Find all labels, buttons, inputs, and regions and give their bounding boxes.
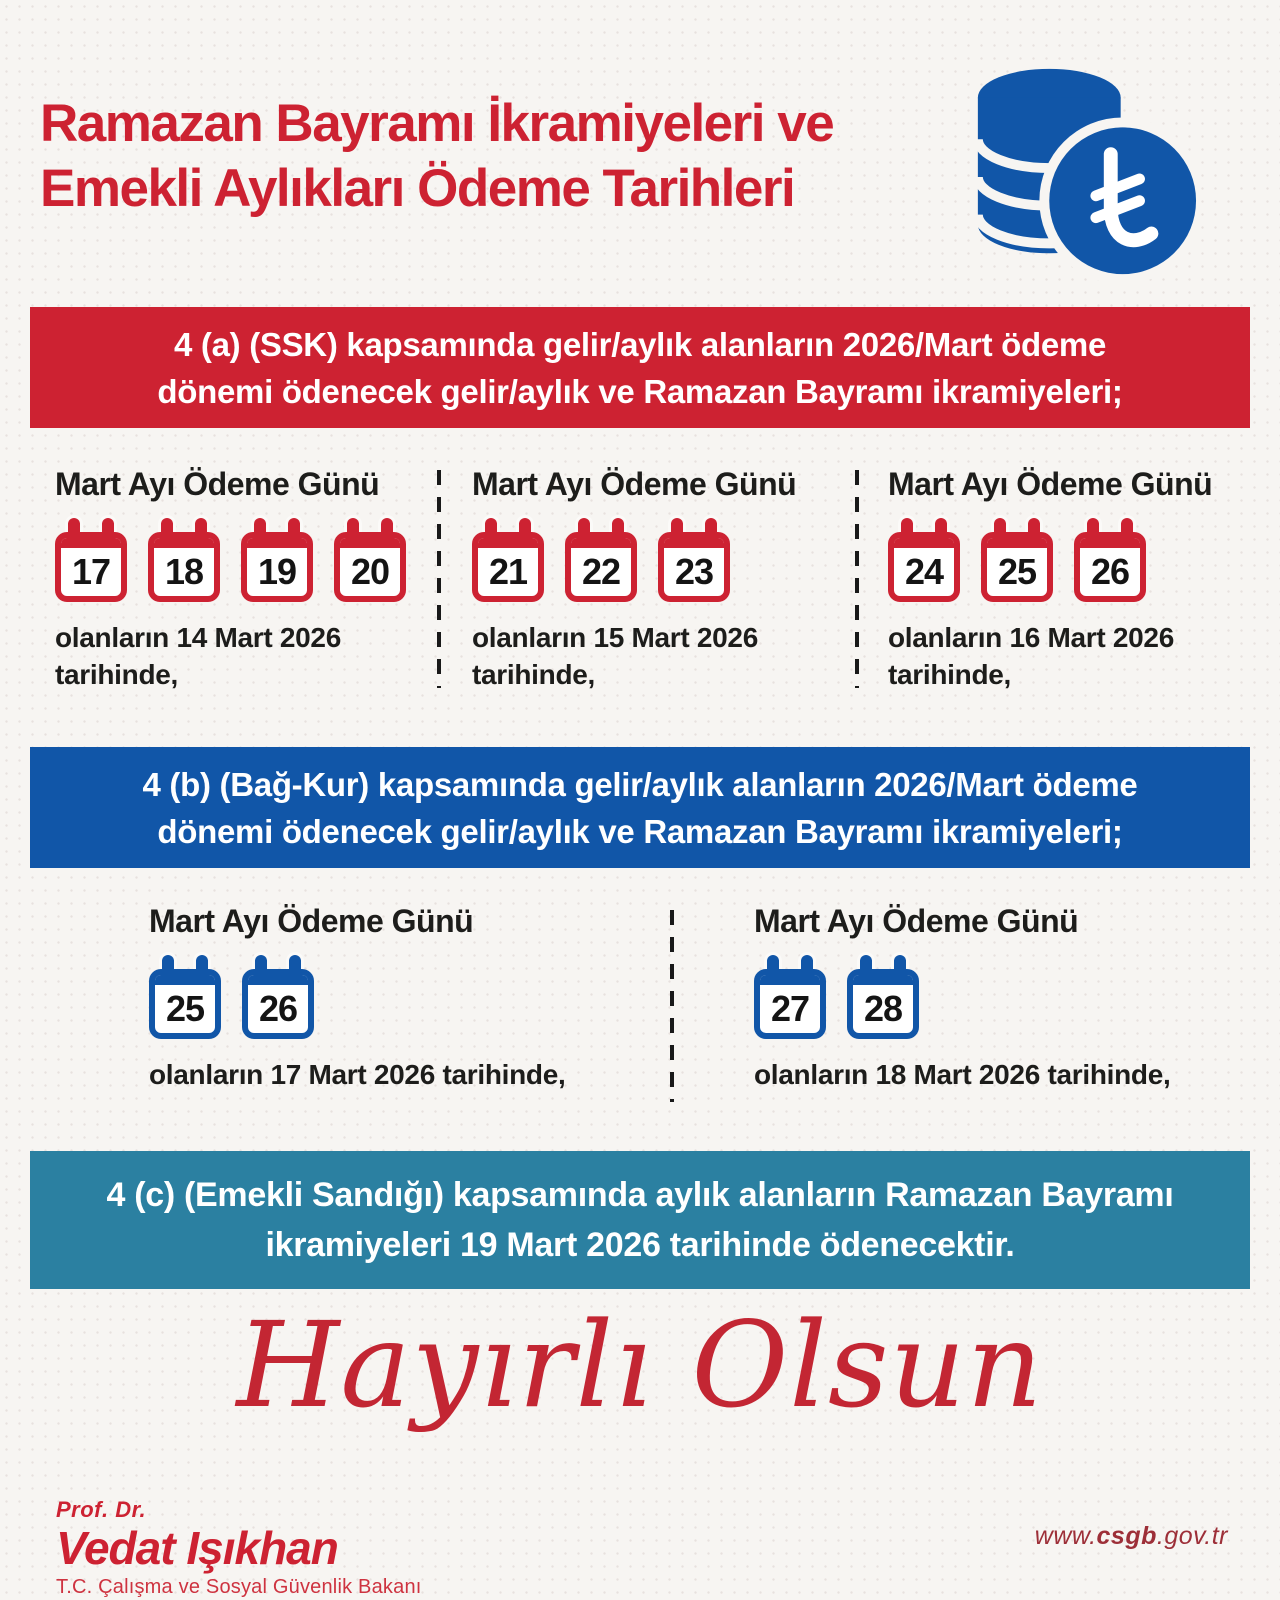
group-heading: Mart Ayı Ödeme Günü xyxy=(888,466,1213,502)
website-www: www. xyxy=(1034,1522,1097,1550)
calendar-day-number: 26 xyxy=(1090,551,1130,592)
dashed-divider xyxy=(670,910,674,1102)
signature-prefix: Prof. Dr. xyxy=(56,1497,147,1522)
calendar-header xyxy=(247,538,307,548)
calendar-day-number: 25 xyxy=(997,551,1037,592)
group-note xyxy=(888,619,1212,693)
group-note-line2: tarihinde, xyxy=(888,659,1012,690)
group-note-line2: tarihinde, xyxy=(472,659,596,690)
ssk-banner-line2: dönemi ödenecek gelir/aylık ve Ramazan Bayramı ikramiyeleri; xyxy=(157,372,1123,410)
calendar-day-number: 18 xyxy=(164,551,204,592)
calendar-day-icon xyxy=(149,955,221,1039)
group-note-line1: olanların 16 Mart 2026 xyxy=(888,622,1174,653)
website-domain: csgb xyxy=(1096,1522,1157,1550)
page-title-line1: Ramazan Bayramı İkramiyeleri ve xyxy=(40,94,834,153)
group-note-line1: olanların 14 Mart 2026 xyxy=(55,622,341,653)
calendar-header xyxy=(894,538,954,548)
ssk-group-1 xyxy=(55,466,406,693)
calendar-row xyxy=(888,518,1212,602)
dashed-divider xyxy=(437,470,441,688)
group-note xyxy=(55,619,406,693)
page-title-line2: Emekli Aylıkları Ödeme Tarihleri xyxy=(40,158,795,218)
bagkur-group-2 xyxy=(754,903,1170,1093)
group-heading: Mart Ayı Ödeme Günü xyxy=(149,903,474,939)
calendar-day-number: 17 xyxy=(71,551,111,592)
bagkur-banner-line2: dönemi ödenecek gelir/aylık ve Ramazan Bayramı ikramiyeleri; xyxy=(157,812,1123,850)
calendar-day-number: 24 xyxy=(904,551,944,592)
calendar-header xyxy=(1080,538,1140,548)
calendar-day-icon xyxy=(334,518,406,602)
group-heading: Mart Ayı Ödeme Günü xyxy=(55,466,380,502)
group-note-line2: tarihinde, xyxy=(55,659,179,690)
calendar-day-icon xyxy=(472,518,544,602)
calendar-day-icon xyxy=(241,518,313,602)
calendar-day-number: 27 xyxy=(770,988,810,1029)
emekli-sandigi-banner xyxy=(30,1151,1250,1289)
ssk-group-3 xyxy=(888,466,1212,693)
calendar-day-icon xyxy=(981,518,1053,602)
calendar-day-number: 20 xyxy=(350,551,390,592)
dashed-divider xyxy=(855,470,859,688)
calendar-header xyxy=(853,975,913,985)
group-note-line1: olanların 15 Mart 2026 xyxy=(472,622,758,653)
calendar-day-icon xyxy=(658,518,730,602)
group-heading: Mart Ayı Ödeme Günü xyxy=(472,466,797,502)
calendar-row xyxy=(55,518,406,602)
calendar-day-icon xyxy=(847,955,919,1039)
calendar-row xyxy=(472,518,796,602)
group-note: olanların 17 Mart 2026 tarihinde, xyxy=(149,1059,566,1090)
calendar-day-number: 22 xyxy=(581,551,621,592)
calendar-day-number: 23 xyxy=(674,551,714,592)
calendar-header xyxy=(340,538,400,548)
bagkur-banner-line1: 4 (b) (Bağ-Kur) kapsamında gelir/aylık alanların 2026/Mart ödeme xyxy=(142,765,1138,803)
calendar-day-number: 19 xyxy=(257,551,297,592)
website-suffix: .gov.tr xyxy=(1156,1522,1228,1550)
calendar-day-number: 25 xyxy=(165,988,205,1029)
page-title xyxy=(40,92,960,221)
calendar-header xyxy=(154,538,214,548)
calendar-day-number: 21 xyxy=(488,551,528,592)
bagkur-banner xyxy=(30,747,1250,868)
calendar-day-icon xyxy=(754,955,826,1039)
calendar-header xyxy=(760,975,820,985)
group-heading: Mart Ayı Ödeme Günü xyxy=(754,903,1079,939)
coin-stack-lira-icon xyxy=(962,52,1200,295)
coin-stack-lira-svg xyxy=(962,52,1200,290)
calendar-day-icon xyxy=(148,518,220,602)
closing-script: Hayırlı Olsun xyxy=(236,1296,1044,1434)
calendar-row xyxy=(149,955,565,1039)
ssk-group-2 xyxy=(472,466,796,693)
signature-block xyxy=(56,1497,422,1599)
calendar-header xyxy=(664,538,724,548)
calendar-row xyxy=(754,955,1170,1039)
emekli-sandigi-banner-line2: ikramiyeleri 19 Mart 2026 tarihinde ödenecektir. xyxy=(265,1226,1015,1264)
group-note: olanların 18 Mart 2026 tarihinde, xyxy=(754,1059,1171,1090)
calendar-day-number: 28 xyxy=(863,988,903,1029)
calendar-header xyxy=(478,538,538,548)
calendar-header xyxy=(155,975,215,985)
emekli-sandigi-banner-line1: 4 (c) (Emekli Sandığı) kapsamında aylık alanların Ramazan Bayramı xyxy=(106,1176,1174,1214)
ssk-banner xyxy=(30,307,1250,428)
calendar-day-number: 26 xyxy=(258,988,298,1029)
calendar-day-icon xyxy=(565,518,637,602)
calendar-header xyxy=(61,538,121,548)
calendar-day-icon xyxy=(888,518,960,602)
calendar-day-icon xyxy=(55,518,127,602)
ssk-banner-line1: 4 (a) (SSK) kapsamında gelir/aylık alanların 2026/Mart ödeme xyxy=(173,325,1107,363)
calendar-header xyxy=(571,538,631,548)
website-url xyxy=(1035,1522,1228,1551)
group-note xyxy=(472,619,796,693)
calendar-day-icon xyxy=(242,955,314,1039)
calendar-header xyxy=(987,538,1047,548)
calendar-header xyxy=(248,975,308,985)
signature-role: T.C. Çalışma ve Sosyal Güvenlik Bakanı xyxy=(56,1576,422,1598)
bagkur-group-1 xyxy=(149,903,565,1093)
signature-name: Vedat Işıkhan xyxy=(56,1522,338,1574)
calendar-day-icon xyxy=(1074,518,1146,602)
